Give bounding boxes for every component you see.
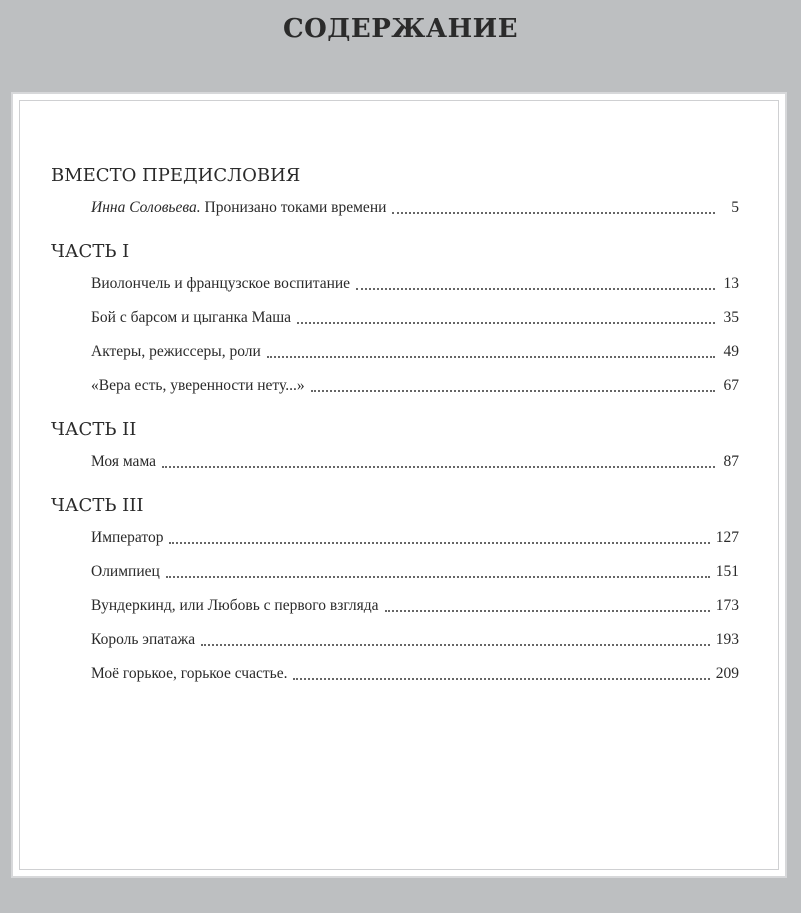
toc-entry[interactable] (91, 308, 739, 328)
entry-title: Король эпатажа (91, 631, 196, 648)
section-part-1 (51, 240, 739, 396)
toc-entry[interactable] (91, 630, 739, 650)
dot-leader (162, 465, 715, 468)
section-heading: ЧАСТЬ II (51, 419, 137, 440)
table-of-contents (51, 164, 739, 706)
toc-entry[interactable] (91, 596, 739, 616)
section-heading: ЧАСТЬ I (51, 241, 130, 262)
entry-title: Олимпиец (91, 563, 160, 580)
entry-title: Бой с барсом и цыганка Маша (91, 309, 292, 326)
entry-title: Виолончель и французское воспитание (91, 275, 351, 292)
entry-title: Актеры, режиссеры, роли (91, 343, 261, 360)
dot-leader (297, 321, 715, 324)
dot-leader (169, 541, 709, 544)
toc-entry[interactable] (91, 376, 739, 396)
dot-leader (166, 575, 710, 578)
toc-entry[interactable] (91, 528, 739, 548)
dot-leader (356, 287, 715, 290)
page-number: 173 (715, 597, 739, 614)
dot-leader (201, 643, 710, 646)
section-heading: ВМЕСТО ПРЕДИСЛОВИЯ (51, 165, 301, 186)
page-title: СОДЕРЖАНИЕ (282, 14, 519, 44)
dot-leader (385, 609, 710, 612)
toc-entry[interactable] (91, 562, 739, 582)
entry-title: Моё горькое, горькое счастье. (91, 665, 288, 682)
entry-title: Пронизано токами времени (200, 199, 387, 216)
toc-entry[interactable] (91, 452, 739, 472)
dot-leader (392, 211, 715, 214)
page-number: 87 (723, 453, 739, 470)
entry-author: Инна Соловьева. (91, 199, 201, 216)
page-number: 5 (731, 199, 739, 216)
page-number: 35 (723, 309, 739, 326)
page-number: 193 (715, 631, 739, 648)
dot-leader (267, 355, 715, 358)
entry-title: Император (91, 529, 164, 546)
section-heading: ЧАСТЬ III (51, 495, 144, 516)
section-preface (51, 164, 739, 218)
section-part-3 (51, 494, 739, 684)
page-number: 13 (723, 275, 739, 292)
dot-leader (293, 677, 709, 680)
toc-entry[interactable] (91, 274, 739, 294)
toc-entry[interactable] (91, 198, 739, 218)
page-number: 151 (715, 563, 739, 580)
page-number: 67 (723, 377, 739, 394)
entry-title: Моя мама (91, 453, 157, 470)
entry-title: «Вера есть, уверенности нету...» (91, 377, 305, 394)
page-number: 209 (715, 665, 739, 682)
entry-title: Вундеркинд, или Любовь с первого взгляда (91, 597, 379, 614)
dot-leader (311, 389, 715, 392)
section-part-2 (51, 418, 739, 472)
page-number: 127 (715, 529, 739, 546)
toc-entry[interactable] (91, 664, 739, 684)
toc-entry[interactable] (91, 342, 739, 362)
page-number: 49 (723, 343, 739, 360)
